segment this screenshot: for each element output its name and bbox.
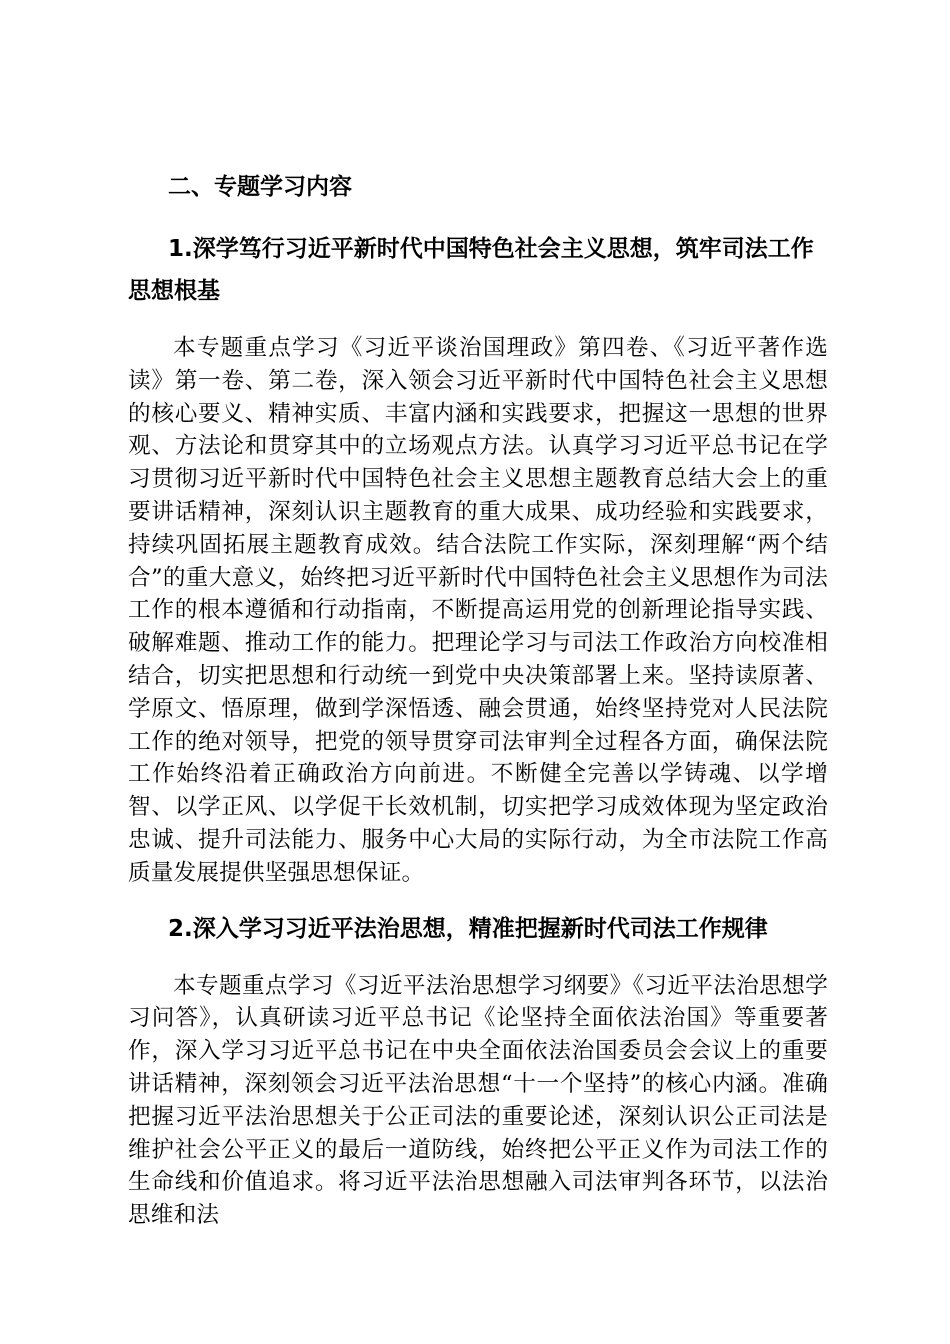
topic-2-paragraph: 本专题重点学习《习近平法治思想学习纲要》《习近平法治思想学习问答》，认真研读习近平总书记《论坚持全面依法治国》等重要著作，深入学习习近平总书记在中央全面依法治国委员会会议上的重要讲话精神，深刻领会习近平法治思想“十一个坚持”的核心内涵。准确把握习近平法治思想关于公正司法的重要论述，深刻认识公正司法是维护社会公平正义的最后一道防线，始终把公平正义作为司法工作的生命线和价值追求。将习近平法治思想融入司法审判各环节，以法治思维和法 — [128, 972, 828, 1229]
topic-2-heading: 2.深入学习习近平法治思想，精准把握新时代司法工作规律 — [168, 915, 768, 942]
document-content — [128, 166, 828, 1232]
topic-1-heading: 1.深学笃行习近平新时代中国特色社会主义思想，筑牢司法工作思想根基 — [128, 236, 814, 304]
section-heading: 二、专题学习内容 — [168, 174, 352, 200]
topic-1-paragraph: 本专题重点学习《习近平谈治国理政》第四卷、《习近平著作选读》第一卷、第二卷，深入领会习近平新时代中国特色社会主义思想的核心要义、精神实质、丰富内涵和实践要求，把握这一思想的世界观、方法论和贯穿其中的立场观点方法。认真学习习近平总书记在学习贯彻习近平新时代中国特色社会主义思想主题教育总结大会上的重要讲话精神，深刻认识主题教育的重大成果、成功经验和实践要求，持续巩固拓展主题教育成效。结合法院工作实际，深刻理解“两个结合”的重大意义，始终把习近平新时代中国特色社会主义思想作为司法工作的根本遵循和行动指南，不断提高运用党的创新理论指导实践、破解难题、推动工作的能力。把理论学习与司法工作政治方向校准相结合，切实把思想和行动统一到党中央决策部署上来。坚持读原著、学原文、悟原理，做到学深悟透、融会贯通，始终坚持党对人民法院工作的绝对领导，把党的领导贯穿司法审判全过程各方面，确保法院工作始终沿着正确政治方向前进。不断健全完善以学铸魂、以学增智、以学正风、以学促干长效机制，切实把学习成效体现为坚定政治忠诚、提升司法能力、服务中心大局的实际行动，为全市法院工作高质量发展提供坚强思想保证。 — [128, 335, 829, 886]
